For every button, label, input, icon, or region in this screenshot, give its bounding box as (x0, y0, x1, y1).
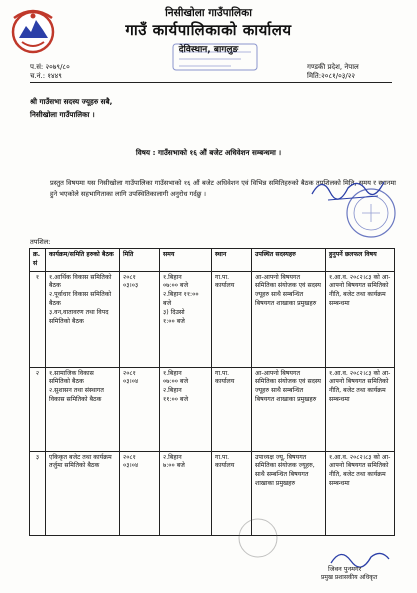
col-header-date: मिति (120, 249, 160, 272)
cell-text: कार्यालय (215, 282, 235, 290)
cell-text: १.आ.व. २०८२।८३ को आ-आफ्नो बिषयगत समितिको नीति, बजेट तथा कार्यक्रम सम्बन्धमा (329, 273, 391, 307)
cell-text: १.बिहान (163, 369, 182, 377)
row-serial-number: ३ (30, 451, 46, 535)
cell-topic (326, 451, 395, 535)
round-seal-icon (344, 186, 398, 240)
cell-text: उपाध्यक्ष ज्यू, बिषयगत समितिका संयोजक ज्यूहरु, साथै सम्बन्धित बिषयगत शाखाका प्रमुखहरु (255, 453, 315, 487)
cell-time (160, 451, 212, 535)
cell-text: २.पूर्वाधार विकास समितिको बैठक (49, 291, 112, 307)
cell-text: कार्यालय (215, 378, 235, 386)
cell-program (46, 367, 120, 451)
col-header-members: उपस्थित सदस्यहरु (252, 249, 326, 272)
cell-text: ७:०० बजे (163, 462, 185, 470)
cell-text: गा.पा. (215, 273, 230, 281)
cell-text: २०८१ (123, 369, 136, 377)
cell-text: ०३।०४ (123, 378, 139, 386)
header-divider (30, 82, 392, 83)
recipient-line-1: श्री गाउँसभा सदस्य ज्यूहरु सबै, (30, 97, 113, 106)
cell-text: २.सुशासन तथा संस्थागत विकास समितिको बैठक (49, 387, 104, 403)
cell-date (120, 271, 160, 367)
cell-text: २.बिहान ११:०० (163, 291, 199, 299)
cell-text: १.आर्थिक विकास समितिको बैठक (49, 273, 112, 290)
cell-text: बजे (163, 299, 172, 307)
cell-topic (326, 367, 395, 451)
cell-text: १.आ.व. २०८२।८३ को आ-आफ्नो बिषयगत समितिको नीति, बजेट तथा कार्यक्रम सम्बन्धमा (329, 369, 391, 403)
cell-text: ३) दिउसो (163, 308, 185, 316)
table-row (30, 367, 395, 451)
cell-program (46, 271, 120, 367)
cell-time (160, 271, 212, 367)
col-header-program: कार्यक्रम/समिति हरुको बैठक (46, 249, 120, 272)
recipient-line-2: निसीखोला गाउँपालिका । (30, 110, 95, 119)
cell-text: आ-आफ्नो बिषयगत समितिका संयोजक एवं सदस्य ज्यूहरु साथै सम्बन्धित बिषयगत शाखाका प्रमुखहरु (255, 273, 321, 307)
cell-place (212, 367, 252, 451)
faint-seal-icon (236, 516, 280, 560)
cell-topic (326, 271, 395, 367)
cell-text: २.बिहान (163, 387, 182, 395)
cell-text: ०३।०३ (123, 282, 139, 290)
office-location: देविस्थान, बागलुङ (178, 45, 239, 55)
cell-text: १.बिहान (163, 273, 182, 281)
cell-members (252, 271, 326, 367)
row-serial-number: २ (30, 367, 46, 451)
table-row (30, 271, 395, 367)
municipality-name: निसीखोला गाउँपालिका (165, 7, 252, 19)
cell-text: आ-आफ्नो बिषयगत समितिका संयोजक एवं सदस्य ज्यूहरु साथै सम्बन्धित बिषयगत शाखाका प्रमुखहरु (255, 369, 321, 403)
col-header-time: समय (160, 249, 212, 272)
officer-name: जिवन पुनमगर (328, 565, 362, 573)
office-stamp-icon (171, 40, 259, 74)
cell-text: ०७:०० बजे (163, 378, 189, 386)
schedule-label: तपशिल: (30, 238, 51, 246)
meeting-schedule-table (29, 248, 395, 536)
cell-text: ११:०० बजे (163, 395, 189, 403)
cell-text: १:०० बजे (163, 317, 185, 325)
reference-number: प.सं: २०७९/८० (30, 63, 70, 71)
cell-text: १.आ.व. २०८२।८३ को आ-आफ्नो बिषयगत समितिको नीति, बजेट तथा कार्यक्रम सम्बन्धमा (329, 453, 391, 487)
cell-members (252, 367, 326, 451)
letter-date: मिति:२०८१/०३/२२ (307, 72, 355, 80)
cell-text: एकिकृत बजेट तथा कार्यक्रम तर्जुमा समितिको बैठक (49, 453, 112, 470)
cell-text: २०८१ (123, 273, 136, 281)
cell-text: गा.पा. (215, 453, 230, 461)
cell-program (46, 451, 120, 535)
cell-date (120, 367, 160, 451)
col-header-topic: हुनुपर्ने छलफल विषय (326, 249, 395, 272)
col-header-sn: क्र. सं (30, 249, 46, 272)
cell-text: कार्यालय (215, 462, 235, 470)
officer-title: प्रमुख प्रशासकीय अधिकृत (321, 574, 378, 581)
table-row (30, 451, 395, 535)
province-line: गण्डकी प्रदेश, नेपाल (307, 63, 359, 71)
cell-text: गा.पा. (215, 369, 230, 377)
letter-subject: विषय : गाउँसभाको १६ औं बजेट अधिवेशन सम्बन्धमा । (135, 148, 282, 157)
cell-text: ०३।०४ (123, 462, 139, 470)
cell-text: ३.वन,वातावरण तथा विपद समितिको बैठक (49, 308, 109, 325)
table-header-row (30, 249, 395, 272)
dispatch-number: च.नं.: १४४९ (30, 72, 62, 80)
cell-text: ०७:०० बजे (163, 282, 189, 290)
cell-date (120, 451, 160, 535)
col-header-place: स्थान (212, 249, 252, 272)
letter-body: प्रस्तुत विषयमा यस निसीखोला गाउँपालिका गाउँसभाको १६ औं बजेट अधिवेशन एवं विभिन्न समितिहरुको बैठक तपशिलको मिति, समय र स्थानमा हुने भएकोले सहभागिताका लागि उपस्थितिकालागी अनुरोध गर्दछु । (50, 179, 396, 198)
cell-place (212, 271, 252, 367)
office-title: गाउँ कार्यपालिकाको कार्यालय (125, 21, 292, 39)
cell-time (160, 367, 212, 451)
cell-text: २०८१ (123, 453, 136, 461)
cell-text: १.सामाजिक विकास समितिको बैठक (49, 369, 94, 386)
cell-text: २.बिहान (163, 453, 182, 461)
row-serial-number: १ (30, 271, 46, 367)
